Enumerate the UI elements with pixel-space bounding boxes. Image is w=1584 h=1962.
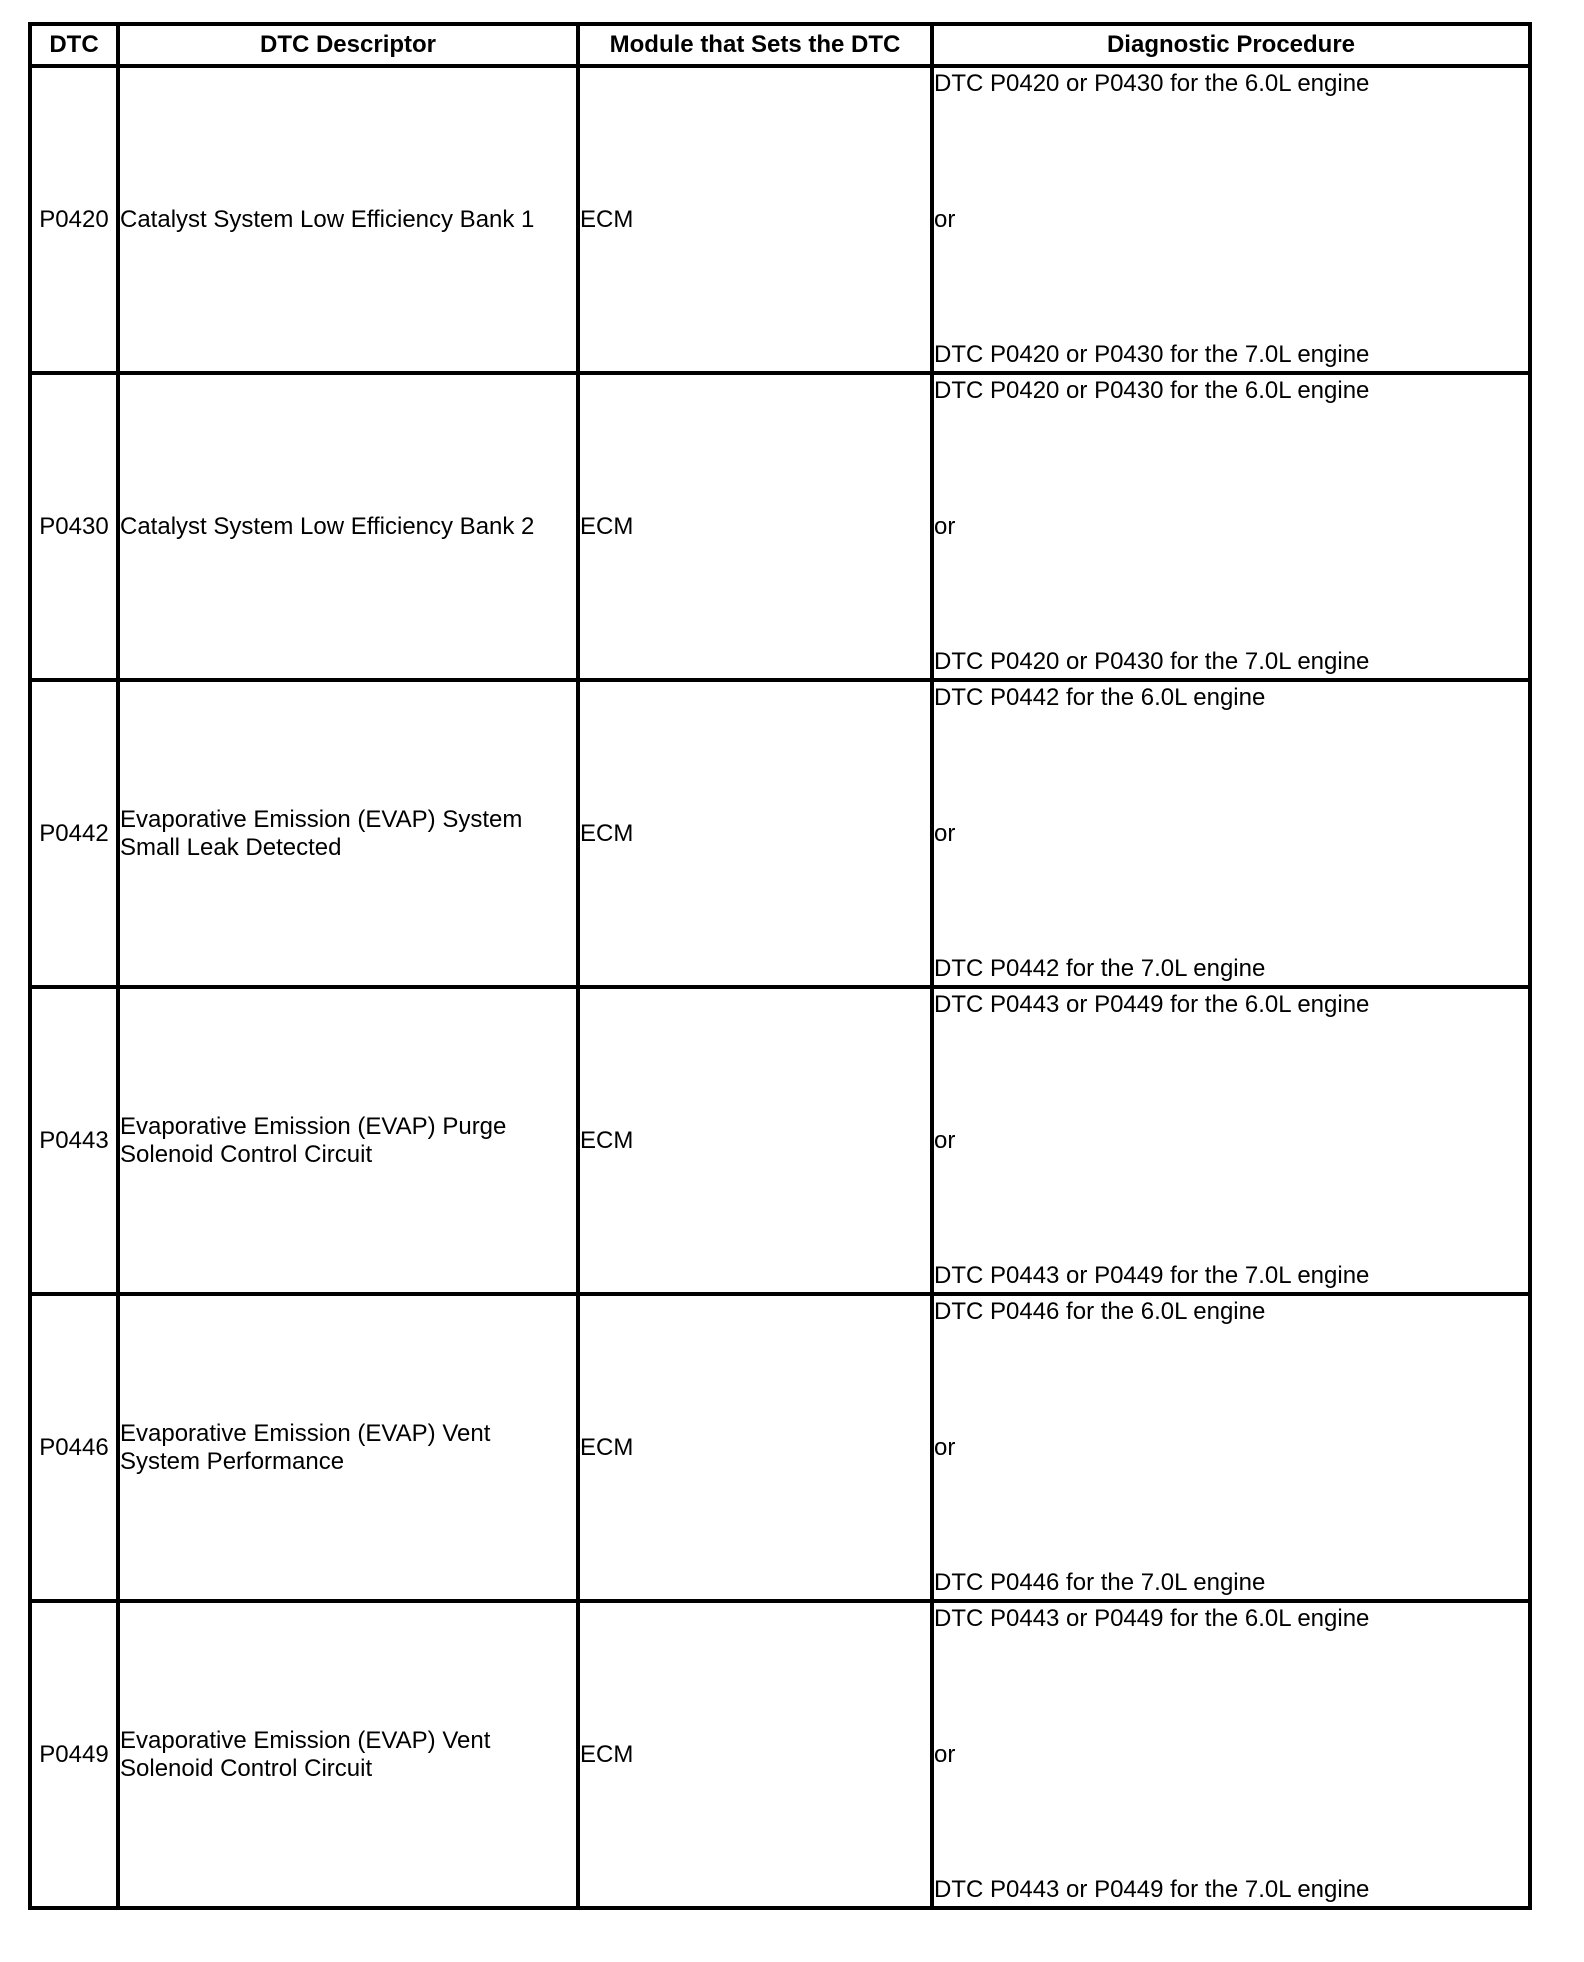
header-module: Module that Sets the DTC bbox=[578, 24, 932, 66]
diagnostic-procedure bbox=[932, 680, 1530, 987]
procedure-link-6-0l[interactable]: DTC P0446 for the 6.0L engine bbox=[934, 1298, 1266, 1325]
table-row bbox=[30, 680, 1530, 987]
dtc-descriptor: Catalyst System Low Efficiency Bank 1 bbox=[118, 66, 578, 373]
procedure-separator: or bbox=[934, 819, 956, 847]
dtc-descriptor: Catalyst System Low Efficiency Bank 2 bbox=[118, 373, 578, 680]
diagnostic-procedure bbox=[932, 373, 1530, 680]
procedure-separator: or bbox=[934, 205, 956, 233]
table-row bbox=[30, 987, 1530, 1294]
table-row bbox=[30, 373, 1530, 680]
procedure-link-7-0l[interactable]: DTC P0442 for the 7.0L engine bbox=[934, 955, 1266, 982]
dtc-module: ECM bbox=[578, 1601, 932, 1908]
dtc-descriptor: Evaporative Emission (EVAP) System Small Leak Detected bbox=[118, 680, 578, 987]
dtc-descriptor: Evaporative Emission (EVAP) Purge Solenoid Control Circuit bbox=[118, 987, 578, 1294]
dtc-descriptor: Evaporative Emission (EVAP) Vent Solenoid Control Circuit bbox=[118, 1601, 578, 1908]
table-row bbox=[30, 66, 1530, 373]
dtc-code: P0442 bbox=[30, 680, 118, 987]
dtc-module: ECM bbox=[578, 1294, 932, 1601]
procedure-link-6-0l[interactable]: DTC P0443 or P0449 for the 6.0L engine bbox=[934, 1605, 1370, 1632]
procedure-link-7-0l[interactable]: DTC P0420 or P0430 for the 7.0L engine bbox=[934, 648, 1370, 675]
procedure-link-6-0l[interactable]: DTC P0420 or P0430 for the 6.0L engine bbox=[934, 377, 1370, 404]
procedure-separator: or bbox=[934, 1740, 956, 1768]
procedure-link-7-0l[interactable]: DTC P0443 or P0449 for the 7.0L engine bbox=[934, 1262, 1370, 1289]
dtc-code: P0449 bbox=[30, 1601, 118, 1908]
dtc-code: P0446 bbox=[30, 1294, 118, 1601]
header-procedure: Diagnostic Procedure bbox=[932, 24, 1530, 66]
dtc-code: P0443 bbox=[30, 987, 118, 1294]
procedure-separator: or bbox=[934, 1126, 956, 1154]
header-descriptor: DTC Descriptor bbox=[118, 24, 578, 66]
diagnostic-procedure bbox=[932, 1601, 1530, 1908]
procedure-link-7-0l[interactable]: DTC P0443 or P0449 for the 7.0L engine bbox=[934, 1876, 1370, 1903]
dtc-module: ECM bbox=[578, 66, 932, 373]
procedure-link-7-0l[interactable]: DTC P0446 for the 7.0L engine bbox=[934, 1569, 1266, 1596]
procedure-link-6-0l[interactable]: DTC P0420 or P0430 for the 6.0L engine bbox=[934, 70, 1370, 97]
dtc-code: P0430 bbox=[30, 373, 118, 680]
procedure-separator: or bbox=[934, 512, 956, 540]
procedure-separator: or bbox=[934, 1433, 956, 1461]
table-row bbox=[30, 1294, 1530, 1601]
dtc-code: P0420 bbox=[30, 66, 118, 373]
procedure-link-6-0l[interactable]: DTC P0443 or P0449 for the 6.0L engine bbox=[934, 991, 1370, 1018]
diagnostic-procedure bbox=[932, 987, 1530, 1294]
diagnostic-procedure bbox=[932, 1294, 1530, 1601]
header-row bbox=[30, 24, 1530, 66]
header-dtc: DTC bbox=[30, 24, 118, 66]
dtc-module: ECM bbox=[578, 373, 932, 680]
dtc-module: ECM bbox=[578, 680, 932, 987]
table-row bbox=[30, 1601, 1530, 1908]
diagnostic-procedure bbox=[932, 66, 1530, 373]
procedure-link-7-0l[interactable]: DTC P0420 or P0430 for the 7.0L engine bbox=[934, 341, 1370, 368]
procedure-link-6-0l[interactable]: DTC P0442 for the 6.0L engine bbox=[934, 684, 1266, 711]
dtc-table bbox=[28, 22, 1532, 1910]
dtc-descriptor: Evaporative Emission (EVAP) Vent System Performance bbox=[118, 1294, 578, 1601]
dtc-module: ECM bbox=[578, 987, 932, 1294]
